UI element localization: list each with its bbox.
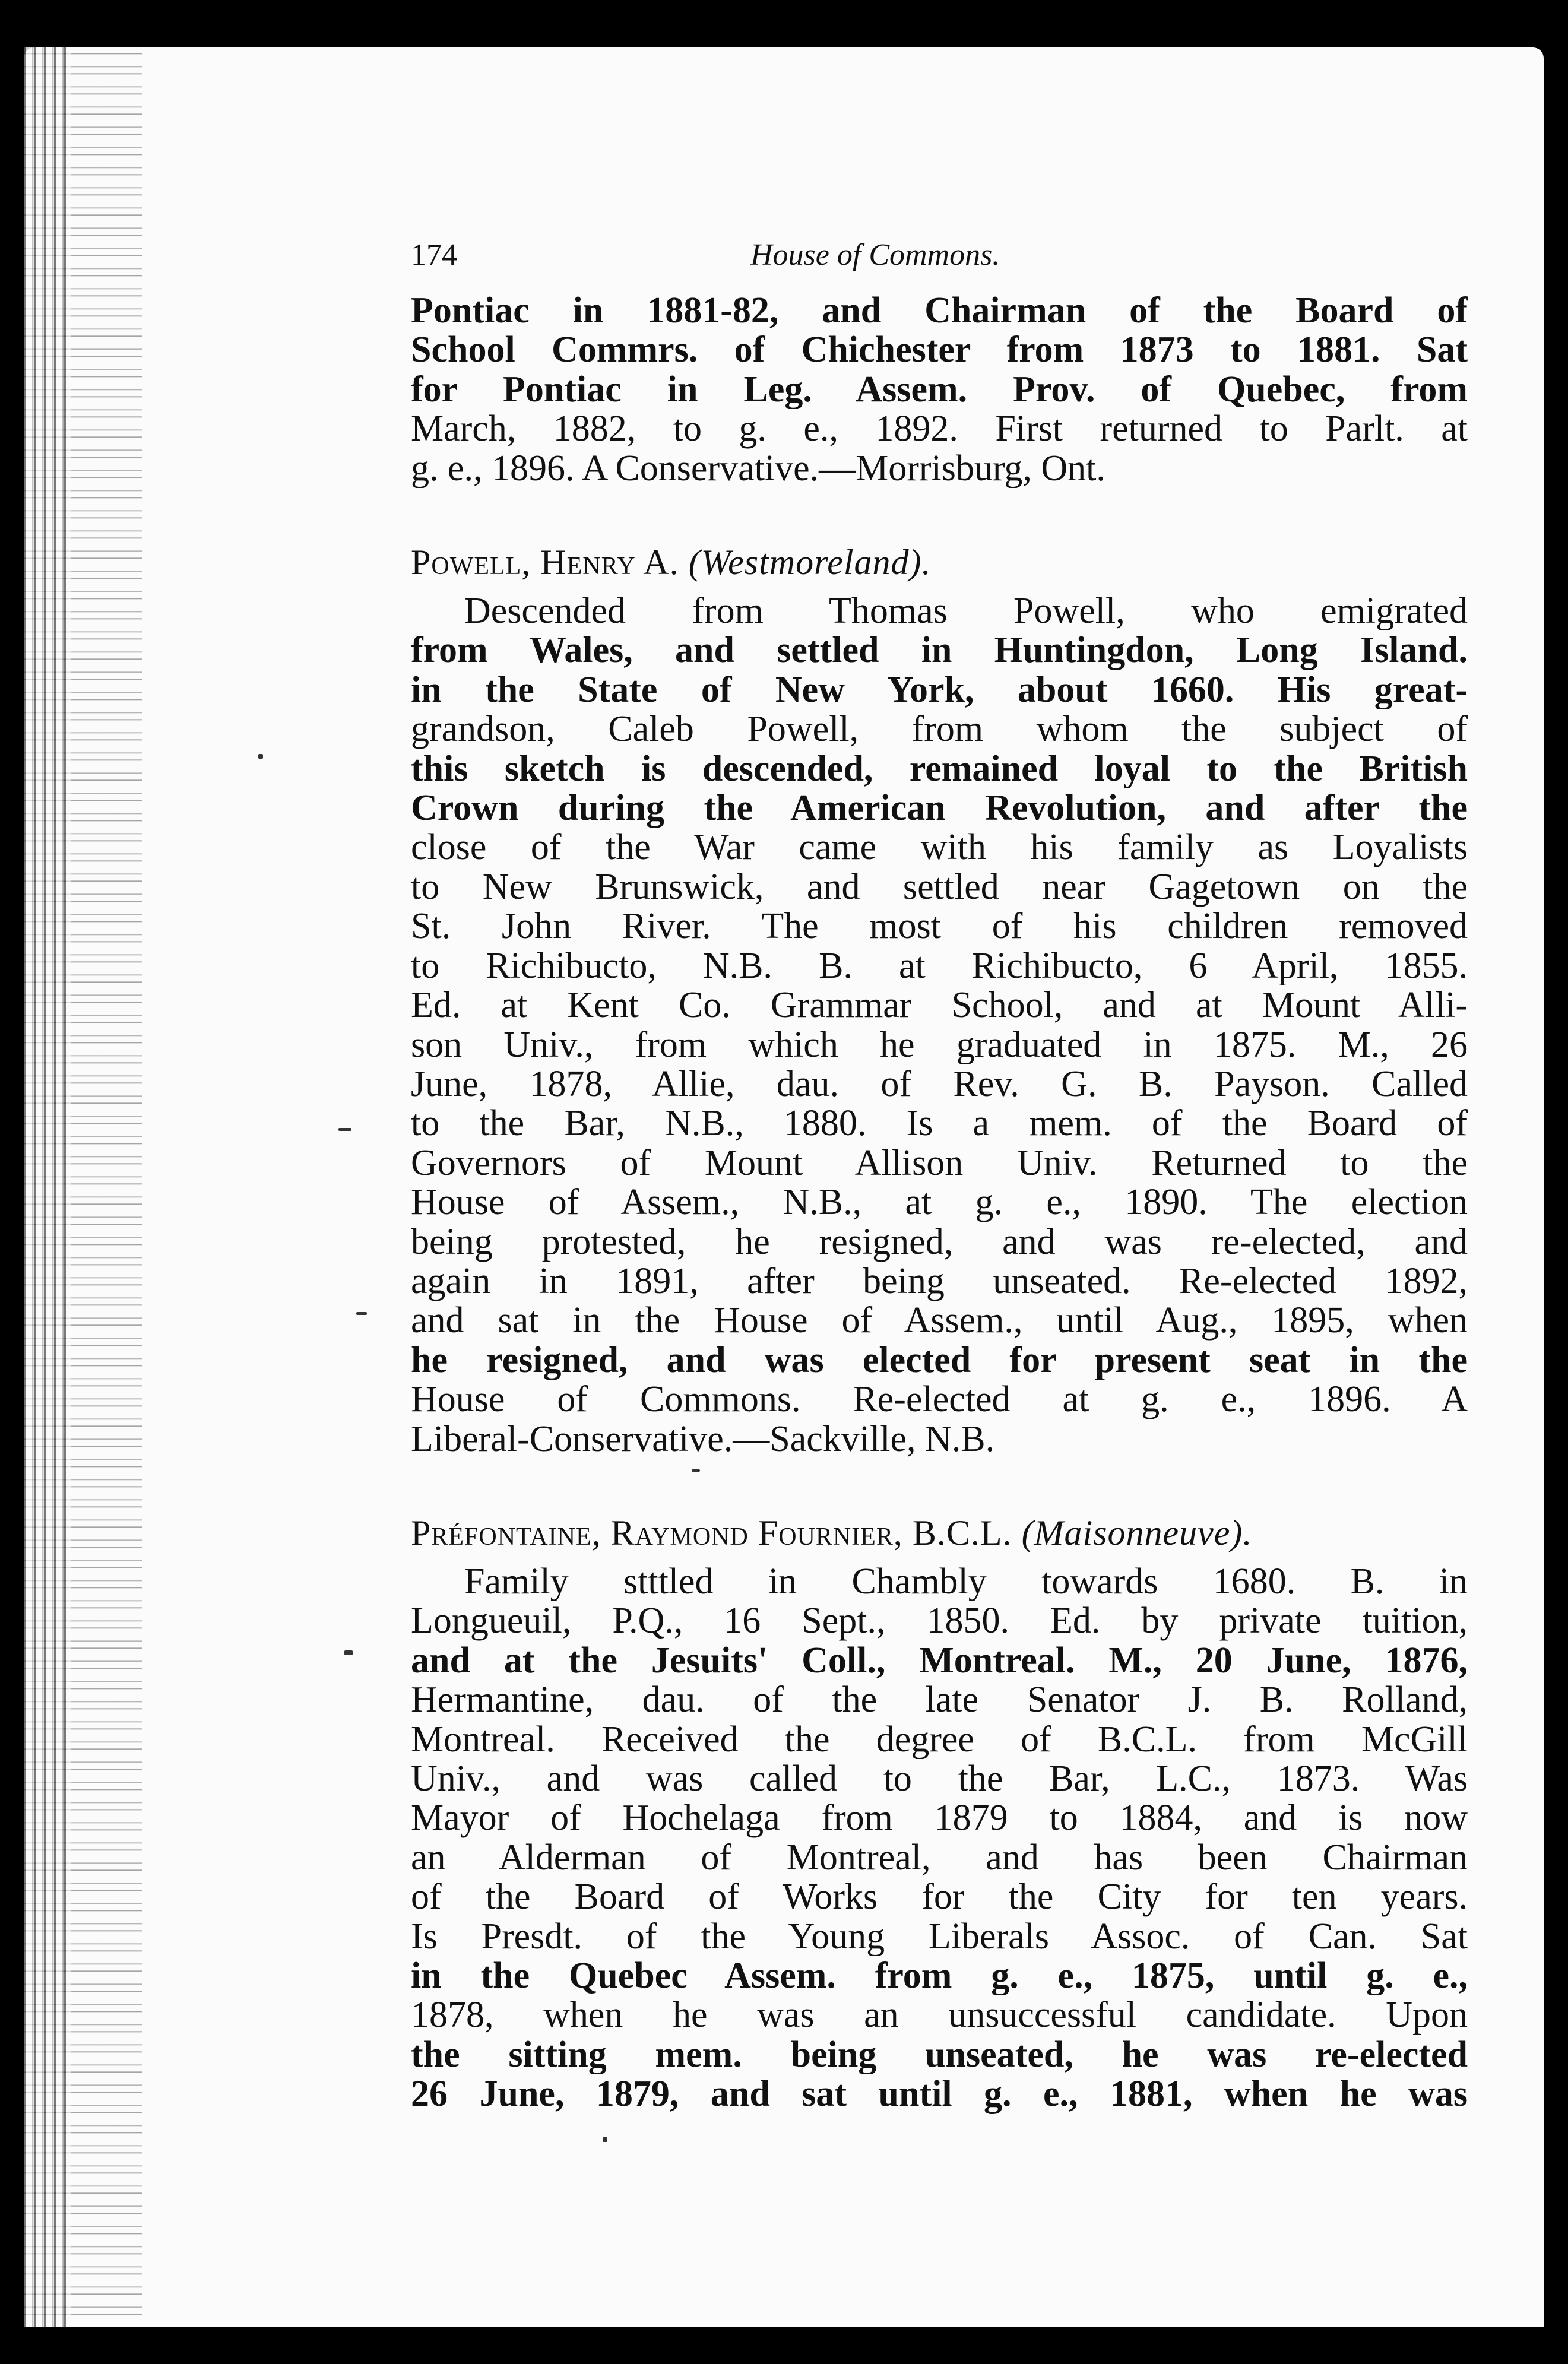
text-line: 26 June, 1879, and sat until g. e., 1881, when he was [411,2074,1468,2114]
text-line: close of the War came with his family as Loyalists [411,828,1468,867]
text-line: June, 1878, Allie, dau. of Rev. G. B. Payson. Called [411,1064,1468,1104]
text-line: to New Brunswick, and settled near Gagetown on the [411,867,1468,907]
text-line: to the Bar, N.B., 1880. Is a mem. of the Board of [411,1104,1468,1143]
text-line: Ed. at Kent Co. Grammar School, and at Mount Alli- [411,985,1468,1025]
text-line: Univ., and was called to the Bar, L.C., 1873. Was [411,1759,1468,1799]
entry-powell [411,541,1468,1459]
text-line: from Wales, and settled in Huntingdon, Long Island. [411,630,1468,670]
text-line: son Univ., from which he graduated in 1875. M., 26 [411,1025,1468,1064]
text-line: Mayor of Hochelaga from 1879 to 1884, and is now [411,1798,1468,1838]
text-line: March, 1882, to g. e., 1892. First returned to Parlt. at [411,409,1468,449]
scanned-page [24,47,1544,2327]
entry-given-names: Raymond Fournier, [610,1513,903,1552]
page-text [411,237,1468,2114]
running-head: House of Commons. [750,238,1000,272]
text-line: Hermantine, dau. of the late Senator J. B. Rolland, [411,1680,1468,1720]
entry-riding: (Westmoreland). [688,543,932,582]
text-line: g. e., 1896. A Conservative.—Morrisburg, Ont. [411,448,1105,489]
text-line: grandson, Caleb Powell, from whom the subject of [411,709,1468,749]
text-line: Longueuil, P.Q., 16 Sept., 1850. Ed. by private tuition, [411,1601,1468,1641]
page-number: 174 [411,238,457,272]
text-line: Crown during the American Revolution, and after the [411,788,1468,828]
text-line: Pontiac in 1881-82, and Chairman of the Board of [411,291,1468,331]
text-line: School Commrs. of Chichester from 1873 to 1881. Sat [411,330,1468,370]
text-line: the sitting mem. being unseated, he was re-elected [411,2035,1468,2075]
entry-surname: Powell, [411,543,531,582]
text-line: he resigned, and was elected for present seat in the [411,1340,1468,1380]
page-header [411,237,1468,291]
entry-riding: (Maisonneuve). [1021,1513,1253,1552]
text-line: Montreal. Received the degree of B.C.L. from McGill [411,1719,1468,1759]
text-line: 1878, when he was an unsuccessful candidate. Upon [411,1995,1468,2035]
text-line: to Richibucto, N.B. B. at Richibucto, 6 April, 1855. [411,946,1468,986]
text-line: this sketch is descended, remained loyal to the British [411,749,1468,789]
page-gutter-edge [24,47,71,2327]
text-line: of the Board of Works for the City for ten years. [411,1877,1468,1917]
text-line: St. John River. The most of his children removed [411,907,1468,946]
text-line: House of Assem., N.B., at g. e., 1890. The election [411,1183,1468,1222]
entry-degree: B.C.L. [912,1513,1012,1552]
text-line: Family stttled in Chambly towards 1680. B. in [464,1561,1468,1602]
text-line: Liberal-Conservative.—Sackville, N.B. [411,1419,995,1459]
text-line: Governors of Mount Allison Univ. Returned to the [411,1143,1468,1183]
text-line: for Pontiac in Leg. Assem. Prov. of Quebec, from [411,369,1468,410]
entry-given-names: Henry A. [540,543,679,582]
text-line: in the State of New York, about 1660. His great- [411,670,1468,710]
entry-prefontaine [411,1512,1468,2114]
entry-heading [411,541,1468,583]
text-line: and sat in the House of Assem., until Aug., 1895, when [411,1301,1468,1341]
text-line: again in 1891, after being unseated. Re-elected 1892, [411,1261,1468,1301]
text-line: and at the Jesuits' Coll., Montreal. M., 20 June, 1876, [411,1640,1468,1681]
entry-heading [411,1512,1468,1554]
text-line: Is Presdt. of the Young Liberals Assoc. of Can. Sat [411,1916,1468,1957]
text-line: House of Commons. Re-elected at g. e., 1896. A [411,1380,1468,1419]
text-line: being protested, he resigned, and was re-elected, and [411,1222,1468,1262]
text-line: in the Quebec Assem. from g. e., 1875, until g. e., [411,1956,1468,1996]
text-line: Descended from Thomas Powell, who emigrated [464,591,1468,631]
entry-surname: Préfontaine, [411,1513,601,1552]
continued-entry [411,291,1468,488]
text-line: an Alderman of Montreal, and has been Chairman [411,1837,1468,1878]
